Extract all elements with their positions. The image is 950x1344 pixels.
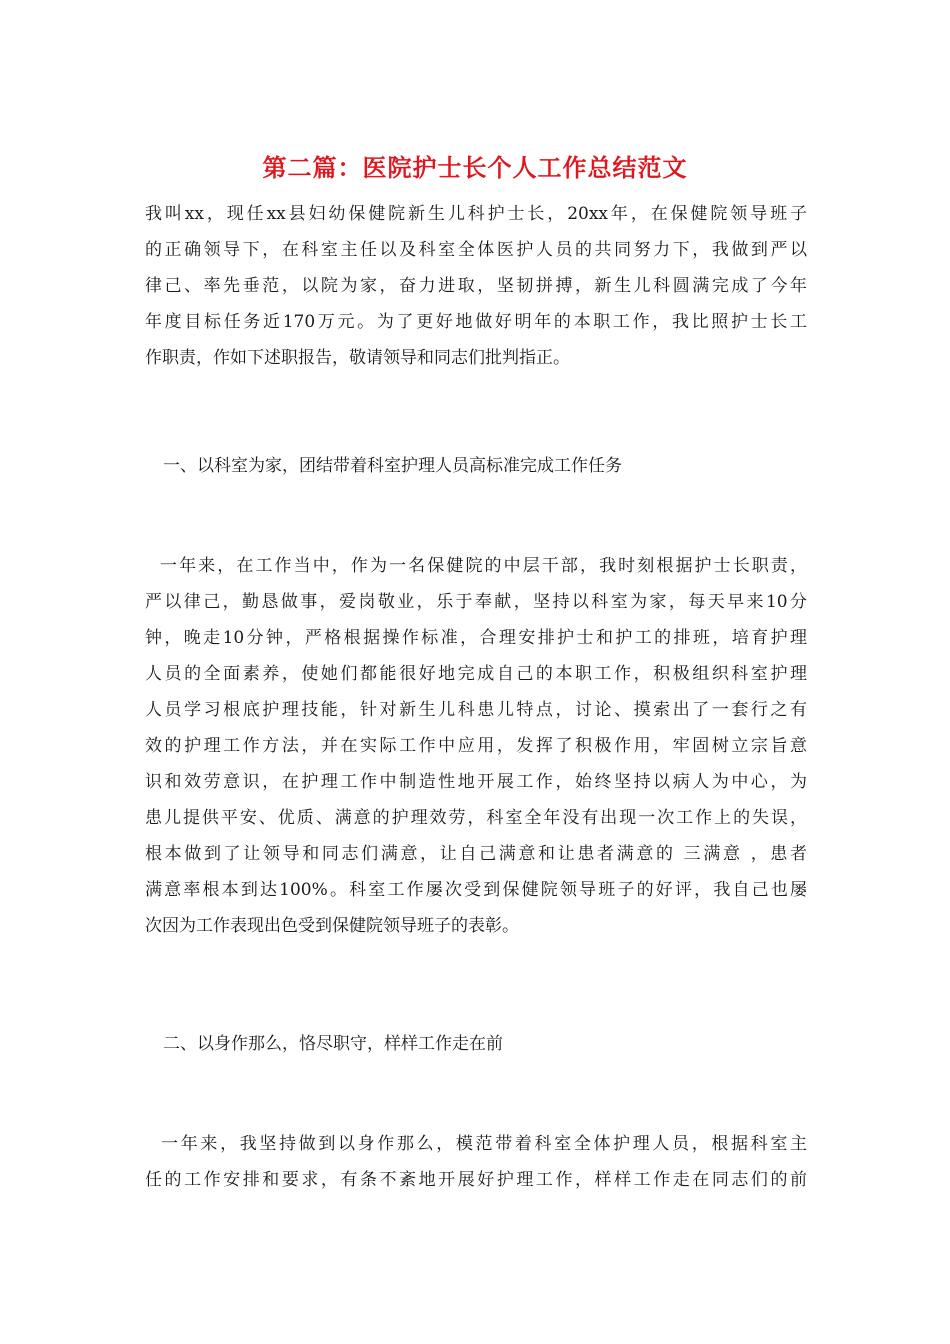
paragraph-line: 作职责，作如下述职报告，敬请领导和同志们批判指正。: [145, 348, 570, 368]
document-title: 第二篇：医院护士长个人工作总结范文: [262, 153, 688, 182]
intro-paragraph: [145, 196, 807, 376]
paragraph-line: 识和效劳意识，在护理工作中制造性地开展工作，始终坚持以病人为中心，为: [145, 772, 807, 792]
paragraph-line: 律己、率先垂范，以院为家，奋力进取，坚韧拼搏，新生儿科圆满完成了今年: [145, 276, 807, 296]
paragraph-line: 根本做到了让领导和同志们满意，让自己满意和让患者满意的 三满意 ，患者: [145, 844, 807, 864]
paragraph-line: 效的护理工作方法，并在实际工作中应用，发挥了积极作用，牢固树立宗旨意: [145, 736, 807, 756]
paragraph-line: 一年来，在工作当中，作为一名保健院的中层干部，我时刻根据护士长职责，: [145, 556, 807, 576]
paragraph-line: 次因为工作表现出色受到保健院领导班子的表彰。: [145, 916, 519, 936]
paragraph-line: 我叫xx，现任xx县妇幼保健院新生儿科护士长，20xx年，在保健院领导班子: [145, 204, 807, 224]
paragraph-line: 任的工作安排和要求，有条不紊地开展好护理工作，样样工作走在同志们的前: [145, 1170, 807, 1190]
paragraph-line: 钟，晚走10分钟，严格根据操作标准，合理安排护士和护工的排班，培育护理: [145, 628, 807, 648]
section-2-paragraph: [145, 1126, 807, 1198]
paragraph-line: 的正确领导下，在科室主任以及科室全体医护人员的共同努力下，我做到严以: [145, 240, 807, 260]
paragraph-line: 人员的全面素养，使她们都能很好地完成自己的本职工作，积极组织科室护理: [145, 664, 807, 684]
paragraph-line: 人员学习根底护理技能，针对新生儿科患儿特点，讨论、摸索出了一套行之有: [145, 700, 807, 720]
paragraph-line: 年度目标任务近170万元。为了更好地做好明年的本职工作，我比照护士长工: [145, 312, 807, 332]
section-1-paragraph: [145, 548, 807, 944]
section-heading-1: 一、以科室为家，团结带着科室护理人员高标准完成工作任务: [163, 456, 622, 476]
paragraph-line: 满意率根本到达100%。科室工作屡次受到保健院领导班子的好评，我自己也屡: [145, 880, 807, 900]
paragraph-line: 严以律己，勤恳做事，爱岗敬业，乐于奉献，坚持以科室为家，每天早来10分: [145, 592, 807, 612]
paragraph-line: 一年来，我坚持做到以身作那么，模范带着科室全体护理人员，根据科室主: [145, 1134, 807, 1154]
paragraph-line: 患儿提供平安、优质、满意的护理效劳，科室全年没有出现一次工作上的失误，: [145, 808, 807, 828]
section-heading-2: 二、以身作那么，恪尽职守，样样工作走在前: [163, 1034, 503, 1054]
